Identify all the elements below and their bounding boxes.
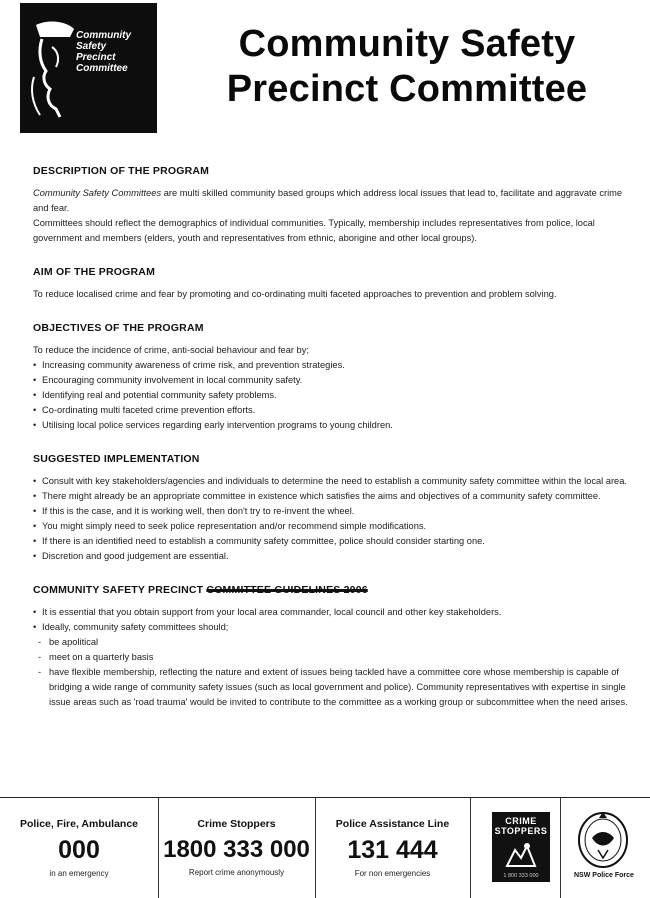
footer-cell-crime-stoppers — [158, 798, 316, 898]
contact-footer — [0, 797, 650, 898]
section-objectives — [33, 320, 631, 433]
cs-logo-line-2: STOPPERS — [494, 826, 548, 836]
section-description — [33, 163, 631, 246]
nsw-police-label: NSW Police Force — [574, 872, 634, 879]
section-heading: OBJECTIVES OF THE PROGRAM — [33, 322, 204, 334]
crime-stoppers-figure-icon — [501, 840, 541, 870]
description-emphasis: Community Safety Committees — [33, 188, 162, 198]
crime-stoppers-logo-number: 1 800 333 000 — [503, 873, 539, 879]
list-item: • Utilising local police services regarding early intervention programs to young children. — [33, 418, 631, 433]
section-heading: AIM OF THE PROGRAM — [33, 266, 156, 278]
description-paragraph-2: Committees should reflect the demographics of individual communities. Typically, membership includes representatives from police, local government and members (elders, youth and representatives from ethnic, aborigine and other local groups). — [33, 218, 595, 243]
cs-logo-line-1: CRIME — [505, 816, 537, 826]
document-body — [33, 163, 631, 728]
list-item: • You might simply need to seek police representation and/or recommend simple modifications. — [33, 519, 631, 534]
objectives-intro: To reduce the incidence of crime, anti-social behaviour and fear by; — [33, 345, 309, 355]
guidelines-heading-struck: COMMITTEE GUIDELINES 2006 — [206, 584, 368, 596]
crime-stoppers-logo-text — [492, 816, 550, 836]
footer-cell-emergency — [0, 798, 159, 898]
objectives-list — [33, 358, 631, 433]
section-guidelines — [33, 582, 631, 710]
footer-label: Police, Fire, Ambulance — [19, 818, 139, 830]
logo-line-4: Committee — [76, 63, 128, 74]
list-item: • Consult with key stakeholders/agencies and individuals to determine the need to establish a community safety committee within the local area. — [33, 474, 631, 489]
footer-phone-number[interactable]: 131 444 — [347, 836, 438, 864]
crime-stoppers-logo — [492, 812, 550, 882]
logo-line-3: Precinct — [76, 52, 116, 63]
list-item: • It is essential that you obtain support from your local area commander, local council and other key stakeholders. — [33, 605, 631, 620]
sub-list-item: - be apolitical — [33, 635, 631, 650]
list-item: • If this is the case, and it is working well, then don't try to re-invent the wheel. — [33, 504, 631, 519]
description-text: are multi skilled community based groups which address local issues that lead to, facilitate and aggravate crime and fear. — [33, 188, 623, 213]
page-title — [172, 22, 642, 112]
section-aim — [33, 264, 631, 302]
police-officer-silhouette-icon — [26, 17, 81, 122]
list-item: • Co-ordinating multi faceted crime prevention efforts. — [33, 403, 631, 418]
list-item: • Identifying real and potential community safety problems. — [33, 388, 631, 403]
page-title-line-1: Community Safety — [238, 23, 576, 65]
logo-line-1: Community — [76, 30, 131, 41]
guidelines-heading: COMMUNITY SAFETY PRECINCT — [33, 584, 207, 596]
section-implementation — [33, 451, 631, 564]
list-item: • There might already be an appropriate committee in existence which satisfies the aims and objectives of a community safety committee. — [33, 489, 631, 504]
section-heading: SUGGESTED IMPLEMENTATION — [33, 453, 200, 465]
sub-list-item: - have flexible membership, reflecting the nature and extent of issues being tackled have a committee core whose membership is capable of bridging a wide range of community safety issues (such as local government and police). Community representatives with expertise in single issue areas such as 'road trauma' would be invited to contribute to the committee as a working group or subcommittee when the need arises. — [33, 665, 631, 710]
footer-phone-number[interactable]: 000 — [58, 836, 100, 864]
footer-subtext: in an emergency — [49, 869, 109, 878]
footer-subtext: Report crime anonymously — [188, 868, 285, 877]
sub-list-item: - meet on a quarterly basis — [33, 650, 631, 665]
description-paragraph-1 — [33, 186, 631, 216]
implementation-list — [33, 474, 631, 564]
section-heading: DESCRIPTION OF THE PROGRAM — [33, 165, 210, 177]
list-item: • Discretion and good judgement are essential. — [33, 549, 631, 564]
footer-label: Crime Stoppers — [197, 818, 276, 830]
page-title-line-2: Precinct Committee — [226, 68, 588, 110]
aim-text: To reduce localised crime and fear by promoting and co-ordinating multi faceted approaches to prevention and problem solving. — [33, 289, 557, 299]
list-item: • If there is an identified need to establish a community safety committee, police should consider starting one. — [33, 534, 631, 549]
nsw-police-badge-icon — [568, 808, 638, 870]
footer-cell-police-assistance — [315, 798, 471, 898]
committee-logo — [20, 3, 157, 133]
footer-phone-number[interactable]: 1800 333 000 — [163, 836, 310, 863]
section-heading — [33, 582, 631, 598]
footer-subtext: For non emergencies — [354, 869, 431, 878]
guidelines-list — [33, 605, 631, 710]
list-item: • Ideally, community safety committees should; — [33, 620, 631, 635]
footer-label: Police Assistance Line — [335, 818, 450, 830]
list-item: • Encouraging community involvement in local community safety. — [33, 373, 631, 388]
logo-text — [76, 30, 131, 74]
logo-line-2: Safety — [76, 41, 107, 52]
list-item: • Increasing community awareness of crime risk, and prevention strategies. — [33, 358, 631, 373]
